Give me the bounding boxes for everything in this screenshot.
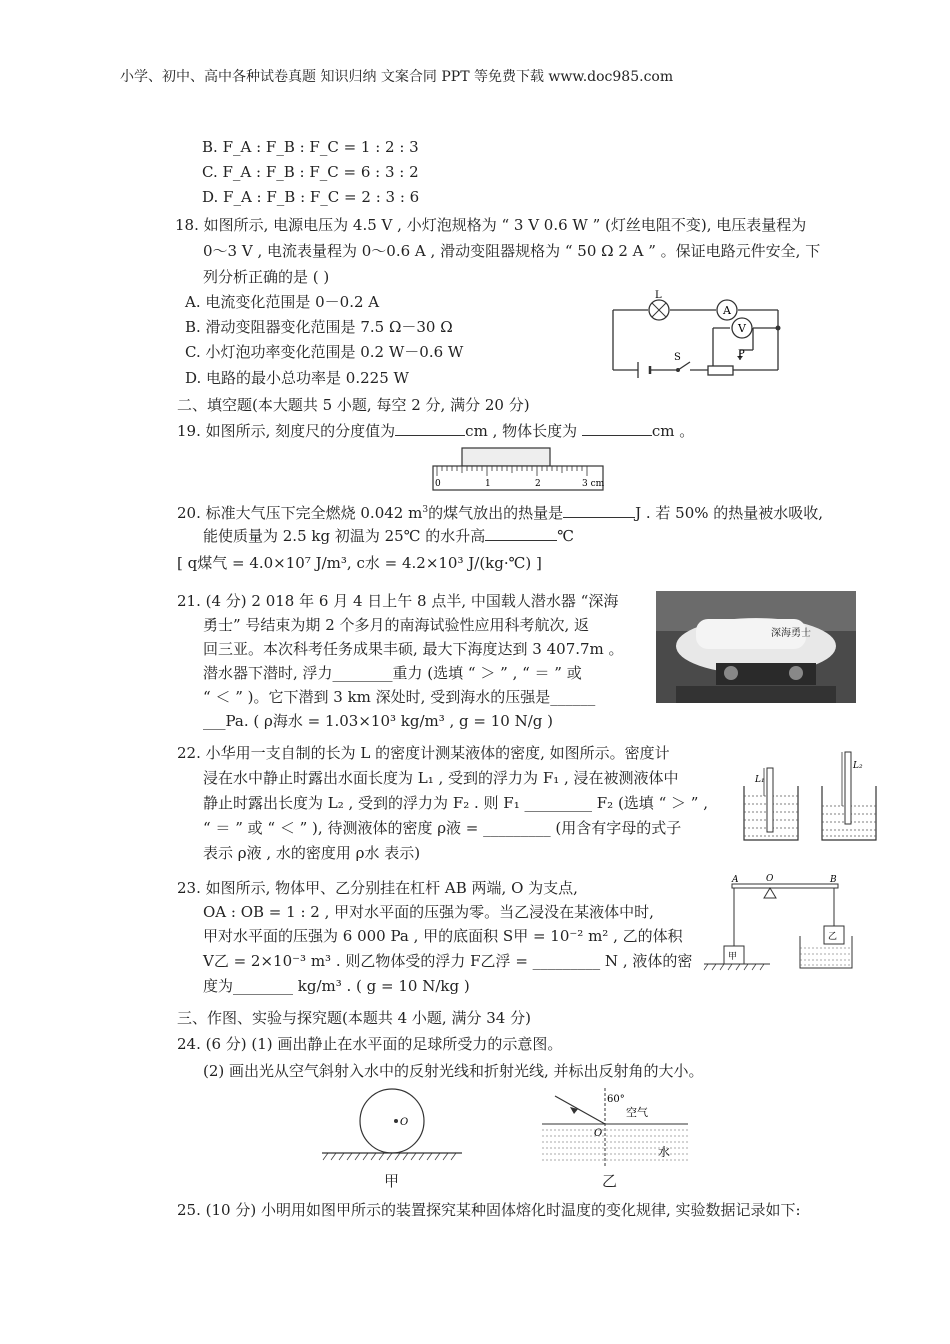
q19-ruler-figure	[432, 446, 604, 492]
ball-center-label: O	[400, 1117, 409, 1128]
q22-line-2: 浸在水中静止时露出水面长度为 L₁ , 受到的浮力为 F₁ , 浸在被测液体中	[203, 769, 679, 787]
ammeter-label: A	[723, 304, 731, 317]
q19-blank-1[interactable]	[395, 421, 465, 436]
football-icon	[360, 1089, 424, 1153]
q21-line-1: 21. (4 分) 2 018 年 6 月 4 日上午 8 点半, 中国载人潜水器 “深海	[177, 592, 619, 610]
q24-line-1: 24. (6 分) (1) 画出静止在水平面的足球所受力的示意图。	[177, 1035, 563, 1053]
ruler-tick-1: 1	[485, 479, 491, 489]
caption-yi: 乙	[602, 1172, 618, 1190]
q21-line-6: ___Pa. ( ρ海水 = 1.03×10³ kg/m³ , g = 10 N/g )	[203, 712, 554, 730]
q20-line-1: 20. 标准大气压下完全燃烧 0.042 $m^3$的煤气放出的热量是 J . 若 50% 的热量被水吸收,	[177, 504, 824, 522]
q23-lever-figure	[700, 872, 860, 978]
q17-option-c-text: F_A : F_B : F_C = 6 : 3 : 2	[222, 163, 419, 181]
incident-ray	[555, 1096, 605, 1124]
incidence-point-label: O	[594, 1128, 603, 1139]
lamp-icon	[649, 300, 669, 320]
q23-line-5: 度为________ kg/m³ . ( g = 10 N/kg )	[203, 977, 470, 995]
voltmeter-label: V	[738, 322, 746, 335]
q21-line-5: “ ＜ ” )。它下潜到 3 km 深处时, 受到海水的压强是______	[203, 688, 596, 706]
fulcrum-icon	[764, 888, 776, 898]
point-o: O	[766, 874, 774, 884]
q21-line-2: 勇士” 号结束为期 2 个多月的南海试验性应用科考航次, 返	[203, 616, 590, 634]
q22-line-4: “ ＝ ” 或 “ ＜ ” ), 待测液体的密度 ρ液 = _________ (用含有字母的式子	[203, 819, 682, 837]
air-label: 空气	[626, 1106, 648, 1119]
q24-light-figure	[540, 1086, 690, 1170]
ruler-tick-3: 3 cm	[582, 479, 604, 489]
q18-line-2: 0～3 V , 电流表量程为 0～0.6 A , 滑动变阻器规格为 “ 50 Ω 2 A ” 。保证电路元件安全, 下	[203, 242, 821, 260]
section-3-title: 三、作图、实验与探究题(本题共 4 小题, 满分 34 分)	[177, 1009, 531, 1027]
page-header: 小学、初中、高中各种试卷真题 知识归纳 文案合同 PPT 等免费下载 www.doc985.com	[120, 69, 674, 85]
q18-line-3: 列分析正确的是 ( )	[203, 268, 330, 286]
q20-constants: [ q煤气 = 4.0×10⁷ J/m³, c水 = 4.2×10³ J/(kg·℃) ]	[177, 554, 542, 572]
q24-football-figure	[318, 1086, 466, 1166]
submersible-photo	[656, 591, 856, 703]
q22-hydrometer-figure	[740, 746, 880, 842]
q17-option-c: C. F_A : F_B : F_C = 6 : 3 : 2	[202, 163, 419, 181]
q18-option-d: D. 电路的最小总功率是 0.225 W	[185, 369, 409, 387]
q22-line-3: 静止时露出长度为 L₂ , 受到的浮力为 F₂ . 则 F₁ _________ F₂ (选填 “ ＞ ” ,	[203, 794, 708, 812]
measured-object	[462, 448, 550, 466]
q19-text: 19. 如图所示, 刻度尺的分度值为 cm , 物体长度为 cm 。	[177, 422, 695, 440]
caption-jia: 甲	[384, 1172, 400, 1190]
ruler-tick-0: 0	[435, 479, 441, 489]
q18-circuit-diagram	[608, 290, 788, 385]
q23-line-3: 甲对水平面的压强为 6 000 Pa , 甲的底面积 S甲 = 10⁻² m² , 乙的体积	[203, 927, 683, 945]
q18-option-a: A. 电流变化范围是 0－0.2 A	[185, 293, 380, 311]
q17-option-b: B. F_A : F_B : F_C = 1 : 2 : 3	[202, 138, 419, 156]
label-l2: L₂	[853, 761, 863, 771]
label-yi: 乙	[828, 932, 838, 942]
q22-line-5: 表示 ρ液 , 水的密度用 ρ水 表示)	[203, 844, 421, 862]
ruler-tick-2: 2	[535, 479, 541, 489]
q20-line-2: 能使质量为 2.5 kg 初温为 25℃ 的水升高 ℃	[203, 527, 575, 545]
q22-line-1: 22. 小华用一支自制的长为 L 的密度计测某液体的密度, 如图所示。密度计	[177, 744, 670, 762]
rheostat-label: P	[738, 349, 745, 360]
q24-line-2: (2) 画出光从空气斜射入水中的反射光线和折射光线, 并标出反射角的大小。	[203, 1062, 704, 1080]
q17-option-b-text: F_A : F_B : F_C = 1 : 2 : 3	[222, 138, 419, 156]
q18-option-b: B. 滑动变阻器变化范围是 7.5 Ω－30 Ω	[185, 318, 453, 336]
section-2-title: 二、填空题(本大题共 5 小题, 每空 2 分, 满分 20 分)	[177, 396, 530, 414]
q17-option-d-text: F_A : F_B : F_C = 2 : 3 : 6	[223, 188, 420, 206]
submersible-name: 深海勇士	[771, 628, 811, 639]
q17-option-d: D. F_A : F_B : F_C = 2 : 3 : 6	[202, 188, 420, 206]
q20-blank-2[interactable]	[485, 526, 557, 541]
q21-line-4: 潜水器下潜时, 浮力________重力 (选填 “ ＞ ” , “ ＝ ” 或	[203, 664, 582, 682]
water-label: 水	[658, 1145, 671, 1159]
q23-line-1: 23. 如图所示, 物体甲、乙分别挂在杠杆 AB 两端, O 为支点,	[177, 879, 578, 897]
rheostat-icon	[708, 366, 733, 375]
switch-icon	[676, 362, 690, 372]
q19-blank-2[interactable]	[582, 421, 652, 436]
q18-line-1: 18. 如图所示, 电源电压为 4.5 V , 小灯泡规格为 “ 3 V 0.6 W ” (灯丝电阻不变), 电压表量程为	[175, 216, 807, 234]
q20-blank-1[interactable]	[563, 503, 635, 518]
q23-line-4: V乙 = 2×10⁻³ m³ . 则乙物体受的浮力 F乙浮 = _________ N , 液体的密	[203, 952, 693, 970]
battery-icon	[638, 362, 650, 378]
point-b: B	[830, 875, 837, 885]
lamp-label: L	[655, 290, 662, 301]
ruler	[433, 466, 603, 490]
label-l1: L₁	[755, 775, 765, 785]
point-a: A	[732, 875, 739, 885]
q23-line-2: OA : OB = 1 : 2 , 甲对水平面的压强为零。当乙浸没在某液体中时,	[203, 903, 654, 921]
q18-option-c: C. 小灯泡功率变化范围是 0.2 W－0.6 W	[185, 343, 464, 361]
switch-label: S	[674, 352, 681, 363]
q25-text: 25. (10 分) 小明用如图甲所示的装置探究某种固体熔化时温度的变化规律, 实验数据记录如下:	[177, 1201, 801, 1219]
lever	[732, 884, 838, 888]
hydrometer-in-liquid	[845, 752, 851, 824]
label-jia: 甲	[728, 952, 738, 962]
angle-label: 60°	[607, 1094, 625, 1105]
hydrometer-in-water	[767, 768, 773, 832]
q21-line-3: 回三亚。本次科考任务成果丰硕, 最大下海度达到 3 407.7m 。	[203, 640, 624, 658]
